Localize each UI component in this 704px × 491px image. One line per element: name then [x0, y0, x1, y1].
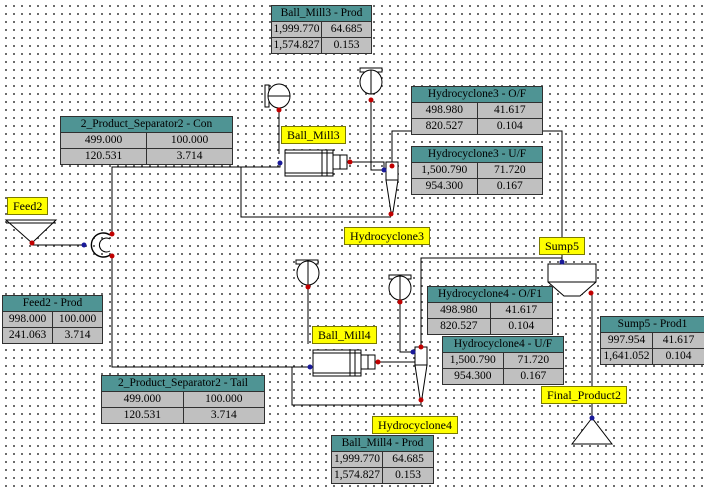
table-title: Hydrocyclone3 - O/F [412, 87, 542, 103]
table-title: Ball_Mill4 - Prod [332, 436, 433, 452]
table-cell: 3.714 [52, 328, 102, 343]
table-ball-mill4-prod[interactable] [331, 435, 434, 484]
table-row [272, 22, 371, 37]
table-cell: 3.714 [146, 149, 232, 164]
table-row [428, 318, 552, 334]
table-cell: 1,999.770 [273, 23, 320, 35]
table-cell: 954.300 [425, 180, 463, 192]
table-row [61, 133, 232, 148]
table-cell: 0.153 [382, 468, 433, 483]
table-cell: 100.000 [146, 133, 232, 148]
table-row [412, 118, 542, 134]
table-title: Hydrocyclone3 - U/F [412, 147, 542, 163]
table-cell: 1,641.052 [603, 350, 650, 362]
table-cell: 1,500.790 [421, 164, 468, 176]
table-title: Ball_Mill3 - Prod [272, 6, 371, 22]
table-cell: 0.104 [652, 349, 704, 364]
stream-separator-tail-to-mill4[interactable] [112, 255, 310, 367]
feed2-hopper[interactable] [6, 220, 56, 246]
table-cell: 71.720 [477, 163, 543, 178]
table-sump5-prod[interactable] [600, 316, 704, 365]
table-cell: 120.531 [123, 409, 161, 421]
table-cell: 0.167 [503, 369, 564, 384]
table-cell: 0.104 [490, 319, 553, 334]
table-row [332, 467, 433, 483]
ball-mill4-icon[interactable] [308, 350, 381, 376]
label-sump5[interactable]: Sump5 [539, 237, 585, 255]
label-hydrocyclone4[interactable]: Hydrocyclone4 [372, 416, 458, 434]
table-row [102, 407, 264, 423]
table-cell: 954.300 [454, 370, 492, 382]
table-row [601, 333, 704, 348]
label-feed2[interactable]: Feed2 [7, 197, 48, 215]
hydrocyclone4-icon[interactable] [411, 345, 428, 403]
table-row [412, 178, 542, 194]
table-cell: 498.980 [440, 304, 478, 316]
table-cell: 499.000 [84, 134, 123, 146]
table-cell: 499.000 [123, 393, 161, 405]
table-cell: 41.617 [477, 103, 543, 118]
final-product2-icon[interactable] [572, 416, 612, 445]
table-cell: 241.063 [8, 329, 47, 341]
table-row [412, 163, 542, 178]
table-cell: 100.000 [183, 392, 265, 407]
table-row [428, 303, 552, 318]
label-ball-mill4[interactable]: Ball_Mill4 [312, 326, 377, 344]
table-cell: 0.153 [321, 38, 371, 53]
table-row [61, 148, 232, 164]
table-cell: 820.527 [440, 320, 478, 332]
table-title: Hydrocyclone4 - U/F [443, 337, 563, 353]
table-hc3-uf[interactable] [411, 146, 543, 195]
table-cell: 0.167 [477, 179, 543, 194]
label-ball-mill3[interactable]: Ball_Mill3 [281, 126, 346, 144]
table-title: 2_Product_Separator2 - Tail [102, 376, 264, 392]
table-cell: 997.954 [607, 334, 646, 346]
pump-hc4-water[interactable] [389, 275, 411, 305]
sump5-icon[interactable] [548, 260, 596, 297]
table-row [272, 37, 371, 53]
table-hc4-uf[interactable] [442, 336, 564, 385]
table-row [3, 327, 102, 343]
stream-feed-to-separator[interactable] [32, 243, 84, 245]
table-feed2-prod[interactable] [2, 295, 103, 344]
stream-mill3-to-hc3[interactable] [350, 162, 384, 170]
table-cell: 64.685 [382, 452, 433, 467]
table-cell: 1,500.790 [449, 354, 496, 366]
table-row [412, 103, 542, 118]
stream-mill4-to-hc4[interactable] [378, 352, 415, 362]
table-separator-con[interactable] [60, 116, 233, 165]
table-title: Feed2 - Prod [3, 296, 102, 312]
stream-water3[interactable] [371, 100, 384, 170]
table-cell: 1,574.827 [334, 469, 380, 481]
pump-mill3-feed[interactable] [265, 84, 290, 113]
table-cell: 1,574.827 [273, 39, 320, 51]
table-title: Sump5 - Prod1 [601, 317, 704, 333]
table-cell: 41.617 [490, 303, 553, 318]
label-hydrocyclone3[interactable]: Hydrocyclone3 [344, 227, 430, 245]
table-row [443, 353, 563, 368]
stream-water4[interactable] [400, 300, 413, 352]
stream-separator-con-to-mill3[interactable] [112, 161, 280, 234]
table-cell: 100.000 [52, 312, 102, 327]
product-separator-icon[interactable] [82, 232, 115, 259]
table-cell: 498.980 [425, 104, 463, 116]
table-row [3, 312, 102, 327]
label-final-product2[interactable]: Final_Product2 [541, 386, 627, 404]
table-cell: 3.714 [183, 408, 265, 423]
table-title: Hydrocyclone4 - O/F1 [428, 287, 552, 303]
table-hc3-of[interactable] [411, 86, 543, 135]
table-row [443, 368, 563, 384]
ball-mill3-icon[interactable] [278, 150, 353, 176]
table-cell: 820.527 [425, 120, 463, 132]
table-row [332, 452, 433, 467]
table-ball-mill3-prod[interactable] [271, 5, 372, 54]
table-row [102, 392, 264, 407]
table-cell: 64.685 [321, 22, 371, 37]
table-cell: 71.720 [503, 353, 564, 368]
pump-mill4-feed[interactable] [296, 260, 319, 290]
table-separator-tail[interactable] [101, 375, 265, 424]
table-cell: 120.531 [84, 150, 123, 162]
table-cell: 0.104 [477, 119, 543, 134]
table-cell: 1,999.770 [334, 453, 380, 465]
hydrocyclone3-icon[interactable] [382, 162, 399, 217]
table-row [601, 348, 704, 364]
table-cell: 998.000 [8, 313, 47, 325]
pump-hc3-water[interactable] [360, 68, 382, 103]
table-cell: 41.617 [652, 333, 704, 348]
table-title: 2_Product_Separator2 - Con [61, 117, 232, 133]
table-hc4-of[interactable] [427, 286, 553, 335]
